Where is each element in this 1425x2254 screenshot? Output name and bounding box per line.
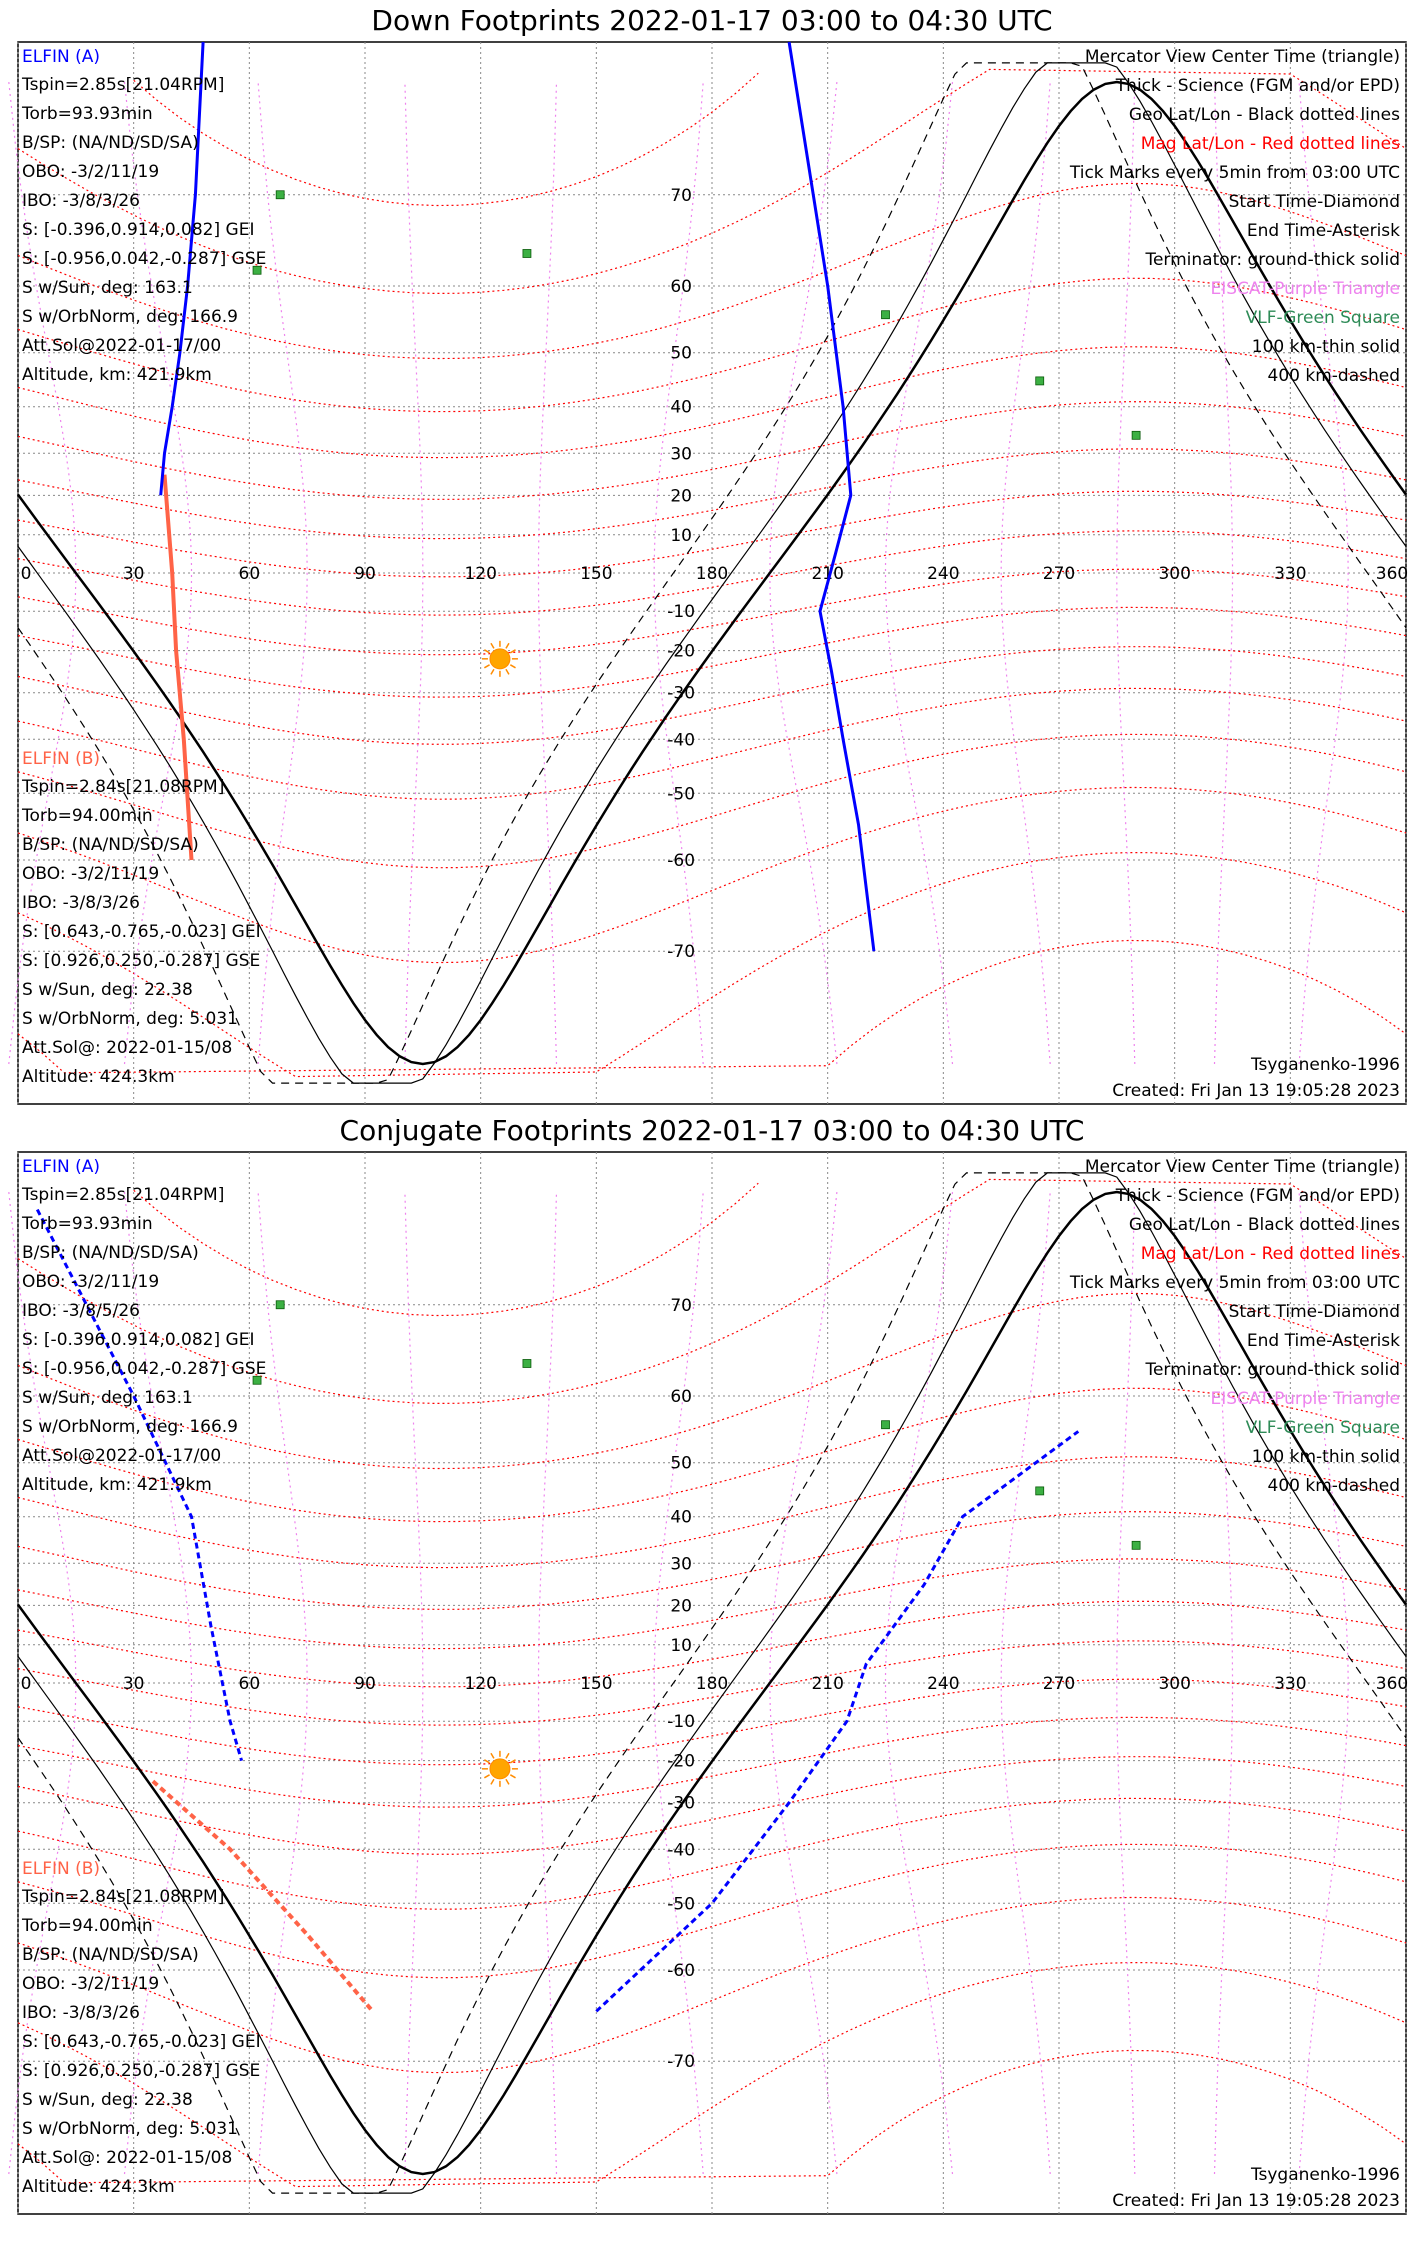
lat-tick-label: -20 — [667, 1751, 696, 1772]
elfin-a-info-line: Altitude, km: 421.9km — [22, 1475, 212, 1495]
elfin-b-info-line: Att.Sol@: 2022-01-15/08 — [22, 1038, 233, 1058]
elfin-a-info-line: OBO: -3/2/11/19 — [22, 162, 160, 182]
sun-disc — [490, 649, 510, 669]
elfin-b-info-line: Altitude: 424.3km — [22, 1067, 175, 1087]
legend-entry: Start Time-Diamond — [1228, 1302, 1400, 1322]
elfin-b-info-line: Tspin=2.84s[21.08RPM] — [22, 777, 225, 797]
elfin-a-info-line: Tspin=2.85s[21.04RPM] — [22, 1185, 225, 1205]
elfin-b-info-line: S: [0.926,0.250,-0.287] GSE — [22, 2061, 261, 2081]
elfin-a-info-line: S: [-0.956,0.042,-0.287] GSE — [22, 249, 267, 269]
elfin-a-info-line: S: [-0.956,0.042,-0.287] GSE — [22, 1359, 267, 1379]
legend-entry: Terminator: ground-thick solid — [1145, 250, 1400, 270]
lat-tick-label: 60 — [670, 276, 692, 297]
lon-tick-label: 30 — [122, 564, 145, 584]
lon-tick-label: 0 — [20, 1674, 32, 1694]
elfin-b-info-line: S w/OrbNorm, deg: 5.031 — [22, 2119, 239, 2139]
lon-tick-label: 90 — [354, 1674, 376, 1694]
legend-entry: Geo Lat/Lon - Black dotted lines — [1128, 105, 1400, 125]
lon-tick-label: 120 — [464, 1674, 497, 1694]
legend-entry: Mag Lat/Lon - Red dotted lines — [1140, 1244, 1400, 1264]
lon-tick-label: 270 — [1042, 564, 1076, 584]
vlf-station-marker — [523, 249, 531, 257]
lat-tick-label: -70 — [667, 2052, 696, 2073]
lon-tick-label: 60 — [238, 564, 261, 584]
vlf-station-marker — [1132, 1541, 1140, 1549]
lat-tick-label: -10 — [667, 602, 696, 623]
lon-tick-label: 150 — [580, 564, 613, 584]
lon-tick-label: 360 — [1375, 1674, 1409, 1694]
lat-tick-label: 70 — [670, 1295, 692, 1316]
vlf-station-marker — [1036, 1487, 1044, 1495]
elfin-a-info-line: Torb=93.93min — [22, 104, 153, 124]
elfin-a-info-line: S w/OrbNorm, deg: 166.9 — [22, 1417, 239, 1437]
legend-entry: VLF-Green Square — [1245, 308, 1400, 328]
lat-tick-label: 60 — [670, 1386, 692, 1407]
legend-entry: 400 km-dashed — [1267, 1476, 1400, 1496]
elfin-b-info-line: OBO: -3/2/11/19 — [22, 1974, 160, 1994]
legend-entry: End Time-Asterisk — [1246, 221, 1400, 241]
lat-tick-label: -10 — [667, 1712, 696, 1733]
legend-entry: Start Time-Diamond — [1228, 192, 1400, 212]
elfin-b-info-line: S w/Sun, deg: 22.38 — [22, 2090, 193, 2110]
lat-tick-label: -40 — [667, 730, 696, 751]
lat-tick-label: 70 — [670, 185, 692, 206]
elfin-b-info-line: B/SP: (NA/ND/SD/SA) — [22, 835, 199, 855]
legend-entry: Tick Marks every 5min from 03:00 UTC — [1069, 163, 1400, 183]
lat-tick-label: 10 — [670, 525, 692, 546]
elfin-b-heading: ELFIN (B) — [22, 1859, 101, 1879]
lon-tick-label: 120 — [464, 564, 497, 584]
lon-tick-label: 240 — [927, 1674, 960, 1694]
lon-tick-label: 270 — [1042, 1674, 1076, 1694]
elfin-a-info-line: Altitude, km: 421.9km — [22, 365, 212, 385]
elfin-b-heading: ELFIN (B) — [22, 749, 101, 769]
vlf-station-marker — [1132, 431, 1140, 439]
elfin-a-info-line: Tspin=2.85s[21.04RPM] — [22, 75, 225, 95]
lat-tick-label: 40 — [670, 397, 692, 418]
lon-tick-label: 360 — [1375, 564, 1409, 584]
model-label: Tsyganenko-1996 — [1250, 2165, 1400, 2185]
lon-tick-label: 210 — [811, 1674, 844, 1694]
panel-down — [9, 4, 1408, 1104]
legend-entry: Mercator View Center Time (triangle) — [1084, 1157, 1400, 1177]
legend-entry: Geo Lat/Lon - Black dotted lines — [1128, 1215, 1400, 1235]
lat-tick-label: 20 — [670, 1596, 692, 1617]
lon-tick-label: 330 — [1274, 1674, 1307, 1694]
elfin-b-info-line: Tspin=2.84s[21.08RPM] — [22, 1887, 225, 1907]
legend-entry: 400 km-dashed — [1267, 366, 1400, 386]
sun-disc — [490, 1759, 510, 1779]
elfin-a-info-line: Torb=93.93min — [22, 1214, 153, 1234]
lon-tick-label: 300 — [1158, 1674, 1191, 1694]
lat-tick-label: -30 — [667, 1793, 696, 1814]
elfin-b-info-line: Torb=94.00min — [22, 1916, 153, 1936]
vlf-station-marker — [276, 1301, 284, 1309]
legend-entry: EISCAT-Purple Triangle — [1210, 279, 1400, 299]
elfin-b-info-line: S w/Sun, deg: 22.38 — [22, 980, 193, 1000]
legend-entry: Mercator View Center Time (triangle) — [1084, 47, 1400, 67]
lat-tick-label: 10 — [670, 1635, 692, 1656]
lat-tick-label: 40 — [670, 1507, 692, 1528]
elfin-b-info-line: B/SP: (NA/ND/SD/SA) — [22, 1945, 199, 1965]
lon-tick-label: 180 — [695, 1674, 729, 1694]
created-timestamp: Created: Fri Jan 13 19:05:28 2023 — [1112, 2191, 1400, 2211]
elfin-b-info-line: IBO: -3/8/3/26 — [22, 893, 140, 913]
elfin-b-info-line: Altitude: 424.3km — [22, 2177, 175, 2197]
legend-entry: Mag Lat/Lon - Red dotted lines — [1140, 134, 1400, 154]
legend-entry: 100 km-thin solid — [1251, 1447, 1400, 1467]
legend-entry: Thick - Science (FGM and/or EPD) — [1115, 76, 1400, 96]
elfin-a-info-line: B/SP: (NA/ND/SD/SA) — [22, 133, 199, 153]
legend-entry: 100 km-thin solid — [1251, 337, 1400, 357]
lat-tick-label: -20 — [667, 641, 696, 662]
lon-tick-label: 210 — [811, 564, 844, 584]
elfin-a-info-line: S: [-0.396,0.914,0.082] GEI — [22, 1330, 255, 1350]
panel-conjugate — [9, 1114, 1408, 2214]
lat-tick-label: 50 — [670, 1453, 692, 1474]
lat-tick-label: 30 — [670, 444, 692, 465]
panel-title: Conjugate Footprints 2022-01-17 03:00 to 04:30 UTC — [339, 1114, 1085, 1147]
lat-tick-label: -60 — [667, 851, 696, 872]
vlf-station-marker — [276, 191, 284, 199]
vlf-station-marker — [882, 1421, 890, 1429]
lat-tick-label: -40 — [667, 1840, 696, 1861]
legend-entry: Terminator: ground-thick solid — [1145, 1360, 1400, 1380]
legend-entry: EISCAT-Purple Triangle — [1210, 1389, 1400, 1409]
lon-tick-label: 150 — [580, 1674, 613, 1694]
lon-tick-label: 90 — [354, 564, 376, 584]
lat-tick-label: -60 — [667, 1961, 696, 1982]
lon-tick-label: 30 — [122, 1674, 145, 1694]
legend-entry: End Time-Asterisk — [1246, 1331, 1400, 1351]
elfin-a-info-line: S w/Sun, deg: 163.1 — [22, 278, 193, 298]
panel-title: Down Footprints 2022-01-17 03:00 to 04:30 UTC — [371, 4, 1053, 37]
legend-entry: Thick - Science (FGM and/or EPD) — [1115, 1186, 1400, 1206]
elfin-a-info-line: Att.Sol@2022-01-17/00 — [22, 1446, 222, 1466]
lat-tick-label: -50 — [667, 1894, 696, 1915]
lat-tick-label: 50 — [670, 343, 692, 364]
elfin-a-info-line: IBO: -3/8/5/26 — [22, 1301, 140, 1321]
lat-tick-label: -50 — [667, 784, 696, 805]
vlf-station-marker — [1036, 377, 1044, 385]
legend-entry: VLF-Green Square — [1245, 1418, 1400, 1438]
model-label: Tsyganenko-1996 — [1250, 1055, 1400, 1075]
legend-entry: Tick Marks every 5min from 03:00 UTC — [1069, 1273, 1400, 1293]
lon-tick-label: 180 — [695, 564, 729, 584]
elfin-b-info-line: S: [0.643,-0.765,-0.023] GEI — [22, 2032, 261, 2052]
elfin-a-info-line: S w/OrbNorm, deg: 166.9 — [22, 307, 239, 327]
elfin-b-info-line: S w/OrbNorm, deg: 5.031 — [22, 1009, 239, 1029]
created-timestamp: Created: Fri Jan 13 19:05:28 2023 — [1112, 1081, 1400, 1101]
lon-tick-label: 300 — [1158, 564, 1191, 584]
lon-tick-label: 0 — [20, 564, 32, 584]
lat-tick-label: -70 — [667, 942, 696, 963]
lat-tick-label: 20 — [670, 486, 692, 507]
elfin-a-info-line: B/SP: (NA/ND/SD/SA) — [22, 1243, 199, 1263]
elfin-b-info-line: OBO: -3/2/11/19 — [22, 864, 160, 884]
vlf-station-marker — [523, 1359, 531, 1367]
lon-tick-label: 240 — [927, 564, 960, 584]
lon-tick-label: 60 — [238, 1674, 261, 1694]
elfin-a-heading: ELFIN (A) — [22, 47, 101, 67]
elfin-a-heading: ELFIN (A) — [22, 1157, 101, 1177]
elfin-a-info-line: OBO: -3/2/11/19 — [22, 1272, 160, 1292]
elfin-b-info-line: IBO: -3/8/3/26 — [22, 2003, 140, 2023]
elfin-a-info-line: Att.Sol@2022-01-17/00 — [22, 336, 222, 356]
lat-tick-label: -30 — [667, 683, 696, 704]
elfin-b-info-line: Att.Sol@: 2022-01-15/08 — [22, 2148, 233, 2168]
lat-tick-label: 30 — [670, 1554, 692, 1575]
elfin-a-info-line: IBO: -3/8/3/26 — [22, 191, 140, 211]
elfin-b-info-line: Torb=94.00min — [22, 806, 153, 826]
elfin-b-info-line: S: [0.643,-0.765,-0.023] GEI — [22, 922, 261, 942]
elfin-a-info-line: S: [-0.396,0.914,0.082] GEI — [22, 220, 255, 240]
vlf-station-marker — [882, 311, 890, 319]
elfin-b-info-line: S: [0.926,0.250,-0.287] GSE — [22, 951, 261, 971]
lon-tick-label: 330 — [1274, 564, 1307, 584]
elfin-a-info-line: S w/Sun, deg: 163.1 — [22, 1388, 193, 1408]
